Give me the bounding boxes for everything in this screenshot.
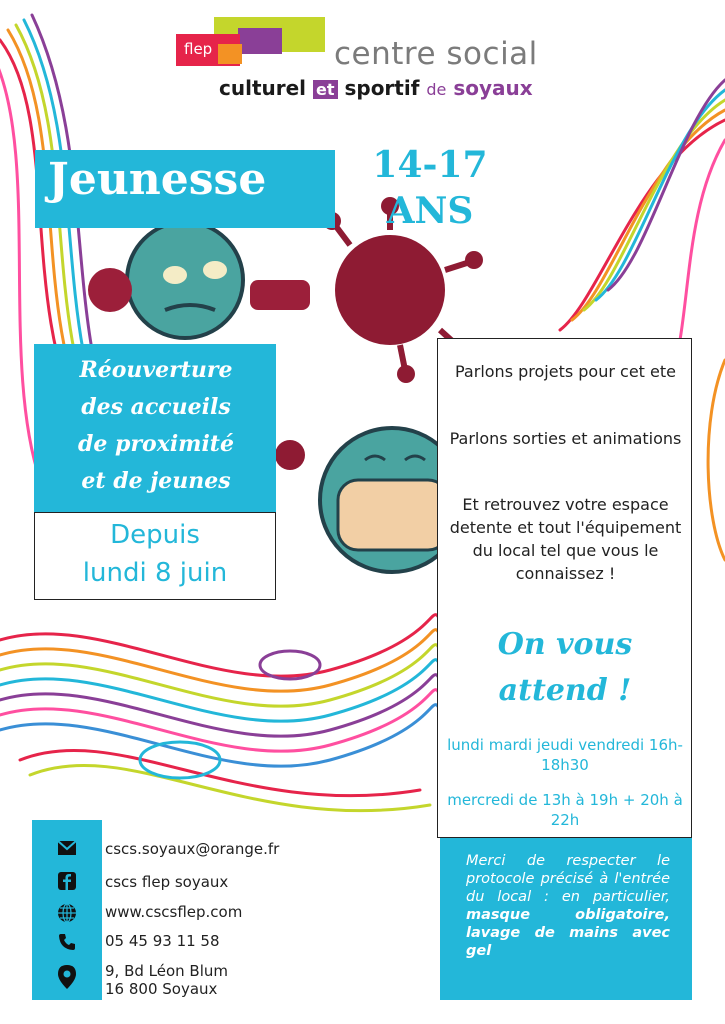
mail-icon [54,840,80,862]
globe-icon [54,903,80,925]
age-range [360,142,500,234]
protocol-text-start: Merci de respecter le protocole précisé à l'entrée du local : en particulier, [466,853,670,905]
contact-email[interactable]: cscs.soyaux@orange.fr [105,840,280,858]
reouverture-line-4: et de jeunes [81,468,231,494]
jeunesse-title: Jeunesse [48,154,267,205]
address-line-1: 9, Bd Léon Blum [105,962,229,980]
panel-projets: Parlons projets pour cet ete [455,362,676,381]
age-line-2: ANS [386,190,474,232]
reouverture-line-3: de proximité [78,431,234,457]
address-line-2: 16 800 Soyaux [105,980,218,998]
hours-weekdays: lundi mardi jeudi vendredi 16h-18h30 [447,736,683,774]
earth-boxer-illustration [88,222,310,338]
panel-equipement: Et retrouvez votre espace detente et tout l'équipement du local tel que vous le connaissez ! [449,495,682,583]
protocol-text [466,852,670,960]
logo-block-orange [218,44,242,64]
logo-centre-social: centre social [334,36,538,72]
logo-block-purple [238,28,282,54]
reouverture-line-2: des accueils [81,394,231,420]
phone-icon [54,932,80,954]
hours-wednesday: mercredi de 13h à 19h + 20h à 22h [447,791,683,829]
reouverture-line-1: Réouverture [79,357,233,383]
contact-website[interactable]: www.cscsflep.com [105,903,243,921]
contact-address [105,962,228,998]
protocol-text-bold: masque obligatoire, lavage de mains avec gel [466,907,670,959]
logo-et: et [313,80,338,99]
depuis-line-1: Depuis [110,520,200,550]
logo-soyaux: soyaux [453,76,533,100]
logo-culturel: culturel [219,76,307,100]
contact-phone[interactable]: 05 45 93 11 58 [105,932,220,950]
on-vous-attend [440,622,690,714]
panel-sorties: Parlons sorties et animations [449,429,682,448]
depuis-text [34,516,276,592]
logo-flep: flep [176,34,240,66]
logo-subtitle [219,76,533,100]
logo-de: de [426,80,447,99]
attend-line-2: attend ! [498,673,632,708]
logo-sportif: sportif [344,76,420,100]
contact-facebook[interactable]: cscs flep soyaux [105,873,229,891]
location-pin-icon [54,965,80,987]
depuis-line-2: lundi 8 juin [82,558,228,588]
reouverture-text [38,352,274,500]
facebook-icon [54,872,80,894]
age-line-1: 14-17 [372,144,488,186]
attend-line-1: On vous [497,627,633,662]
